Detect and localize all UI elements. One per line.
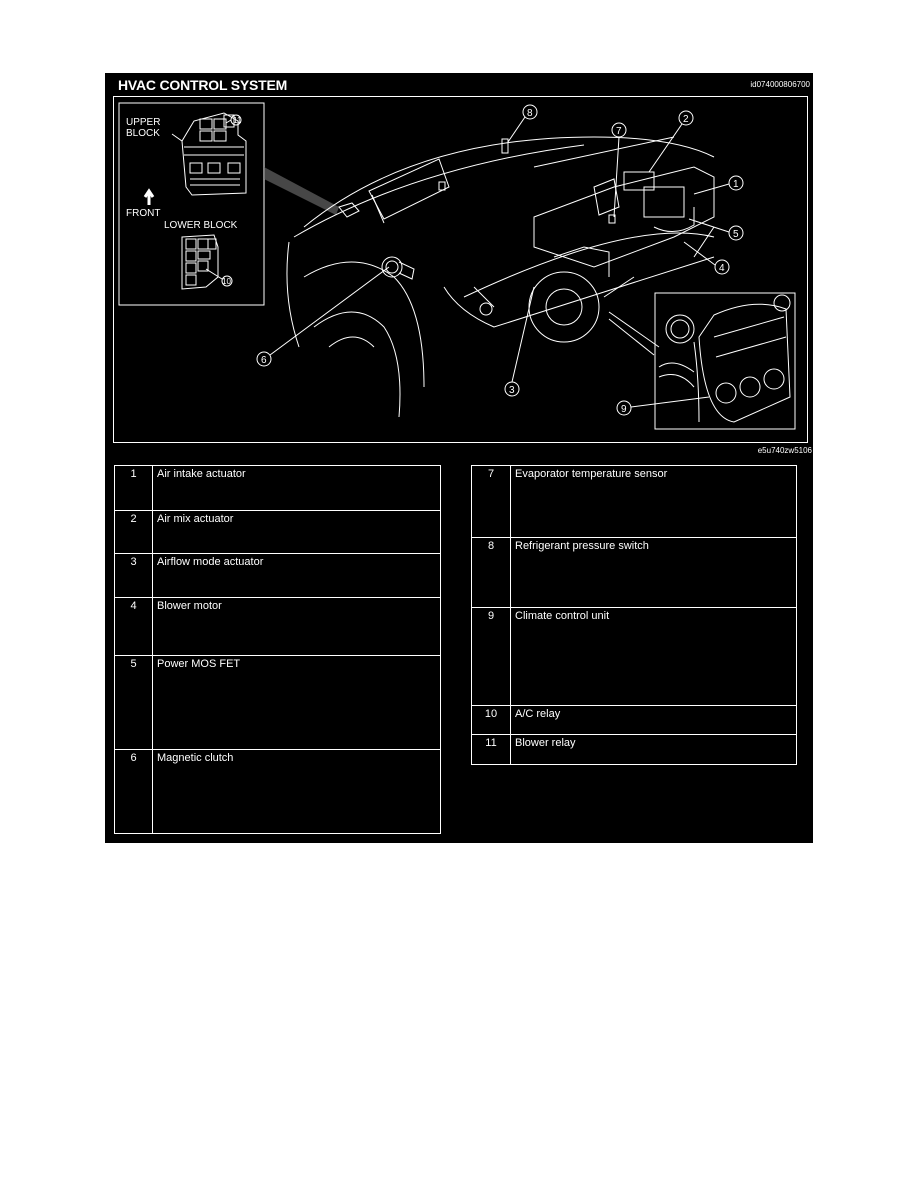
front-label: FRONT — [126, 208, 161, 219]
table-row — [472, 706, 797, 735]
table-row — [115, 511, 441, 554]
part-number: 3 — [115, 554, 153, 598]
part-name: A/C relay — [511, 706, 797, 735]
climate-control-inset — [609, 293, 795, 429]
part-number: 1 — [115, 466, 153, 511]
document-id: id074000806700 — [750, 80, 810, 89]
part-name: Blower relay — [511, 735, 797, 765]
vehicle-outline — [287, 137, 714, 417]
callout-9: 9 — [621, 404, 627, 415]
callouts — [257, 105, 743, 415]
callout-11: 11 — [233, 116, 242, 125]
table-row — [115, 466, 441, 511]
part-name: Blower motor — [153, 598, 441, 656]
part-number: 2 — [115, 511, 153, 554]
callout-10: 10 — [222, 277, 231, 286]
table-row — [115, 554, 441, 598]
callout-7: 7 — [616, 126, 622, 137]
upper-block-label-2: BLOCK — [126, 128, 160, 139]
part-name: Evaporator temperature sensor — [511, 466, 797, 538]
part-name: Power MOS FET — [153, 656, 441, 750]
callout-3: 3 — [509, 385, 515, 396]
table-row — [472, 466, 797, 538]
part-name: Climate control unit — [511, 608, 797, 706]
table-row — [472, 538, 797, 608]
part-name: Magnetic clutch — [153, 750, 441, 834]
part-name: Refrigerant pressure switch — [511, 538, 797, 608]
lower-block-label: LOWER BLOCK — [164, 220, 238, 231]
figure-id: e5u740zw5106 — [757, 446, 812, 455]
hvac-diagram — [113, 96, 808, 443]
part-name: Airflow mode actuator — [153, 554, 441, 598]
relay-block-inset — [119, 103, 264, 305]
part-number: 11 — [472, 735, 511, 765]
part-number: 8 — [472, 538, 511, 608]
part-number: 6 — [115, 750, 153, 834]
part-number: 9 — [472, 608, 511, 706]
part-number: 5 — [115, 656, 153, 750]
page-title: HVAC CONTROL SYSTEM — [118, 77, 288, 93]
upper-block-label-1: UPPER — [126, 117, 161, 128]
callout-2: 2 — [683, 114, 689, 125]
part-number: 7 — [472, 466, 511, 538]
parts-table-right — [471, 465, 797, 765]
table-row — [115, 750, 441, 834]
callout-5: 5 — [733, 229, 739, 240]
callout-6: 6 — [261, 355, 267, 366]
table-row — [115, 656, 441, 750]
callout-4: 4 — [719, 263, 725, 274]
part-number: 10 — [472, 706, 511, 735]
part-name: Air intake actuator — [153, 466, 441, 511]
parts-table-left — [114, 465, 441, 834]
table-row — [115, 598, 441, 656]
callout-8: 8 — [527, 108, 533, 119]
part-number: 4 — [115, 598, 153, 656]
table-row — [472, 608, 797, 706]
callout-1: 1 — [733, 179, 739, 190]
table-row — [472, 735, 797, 765]
part-name: Air mix actuator — [153, 511, 441, 554]
